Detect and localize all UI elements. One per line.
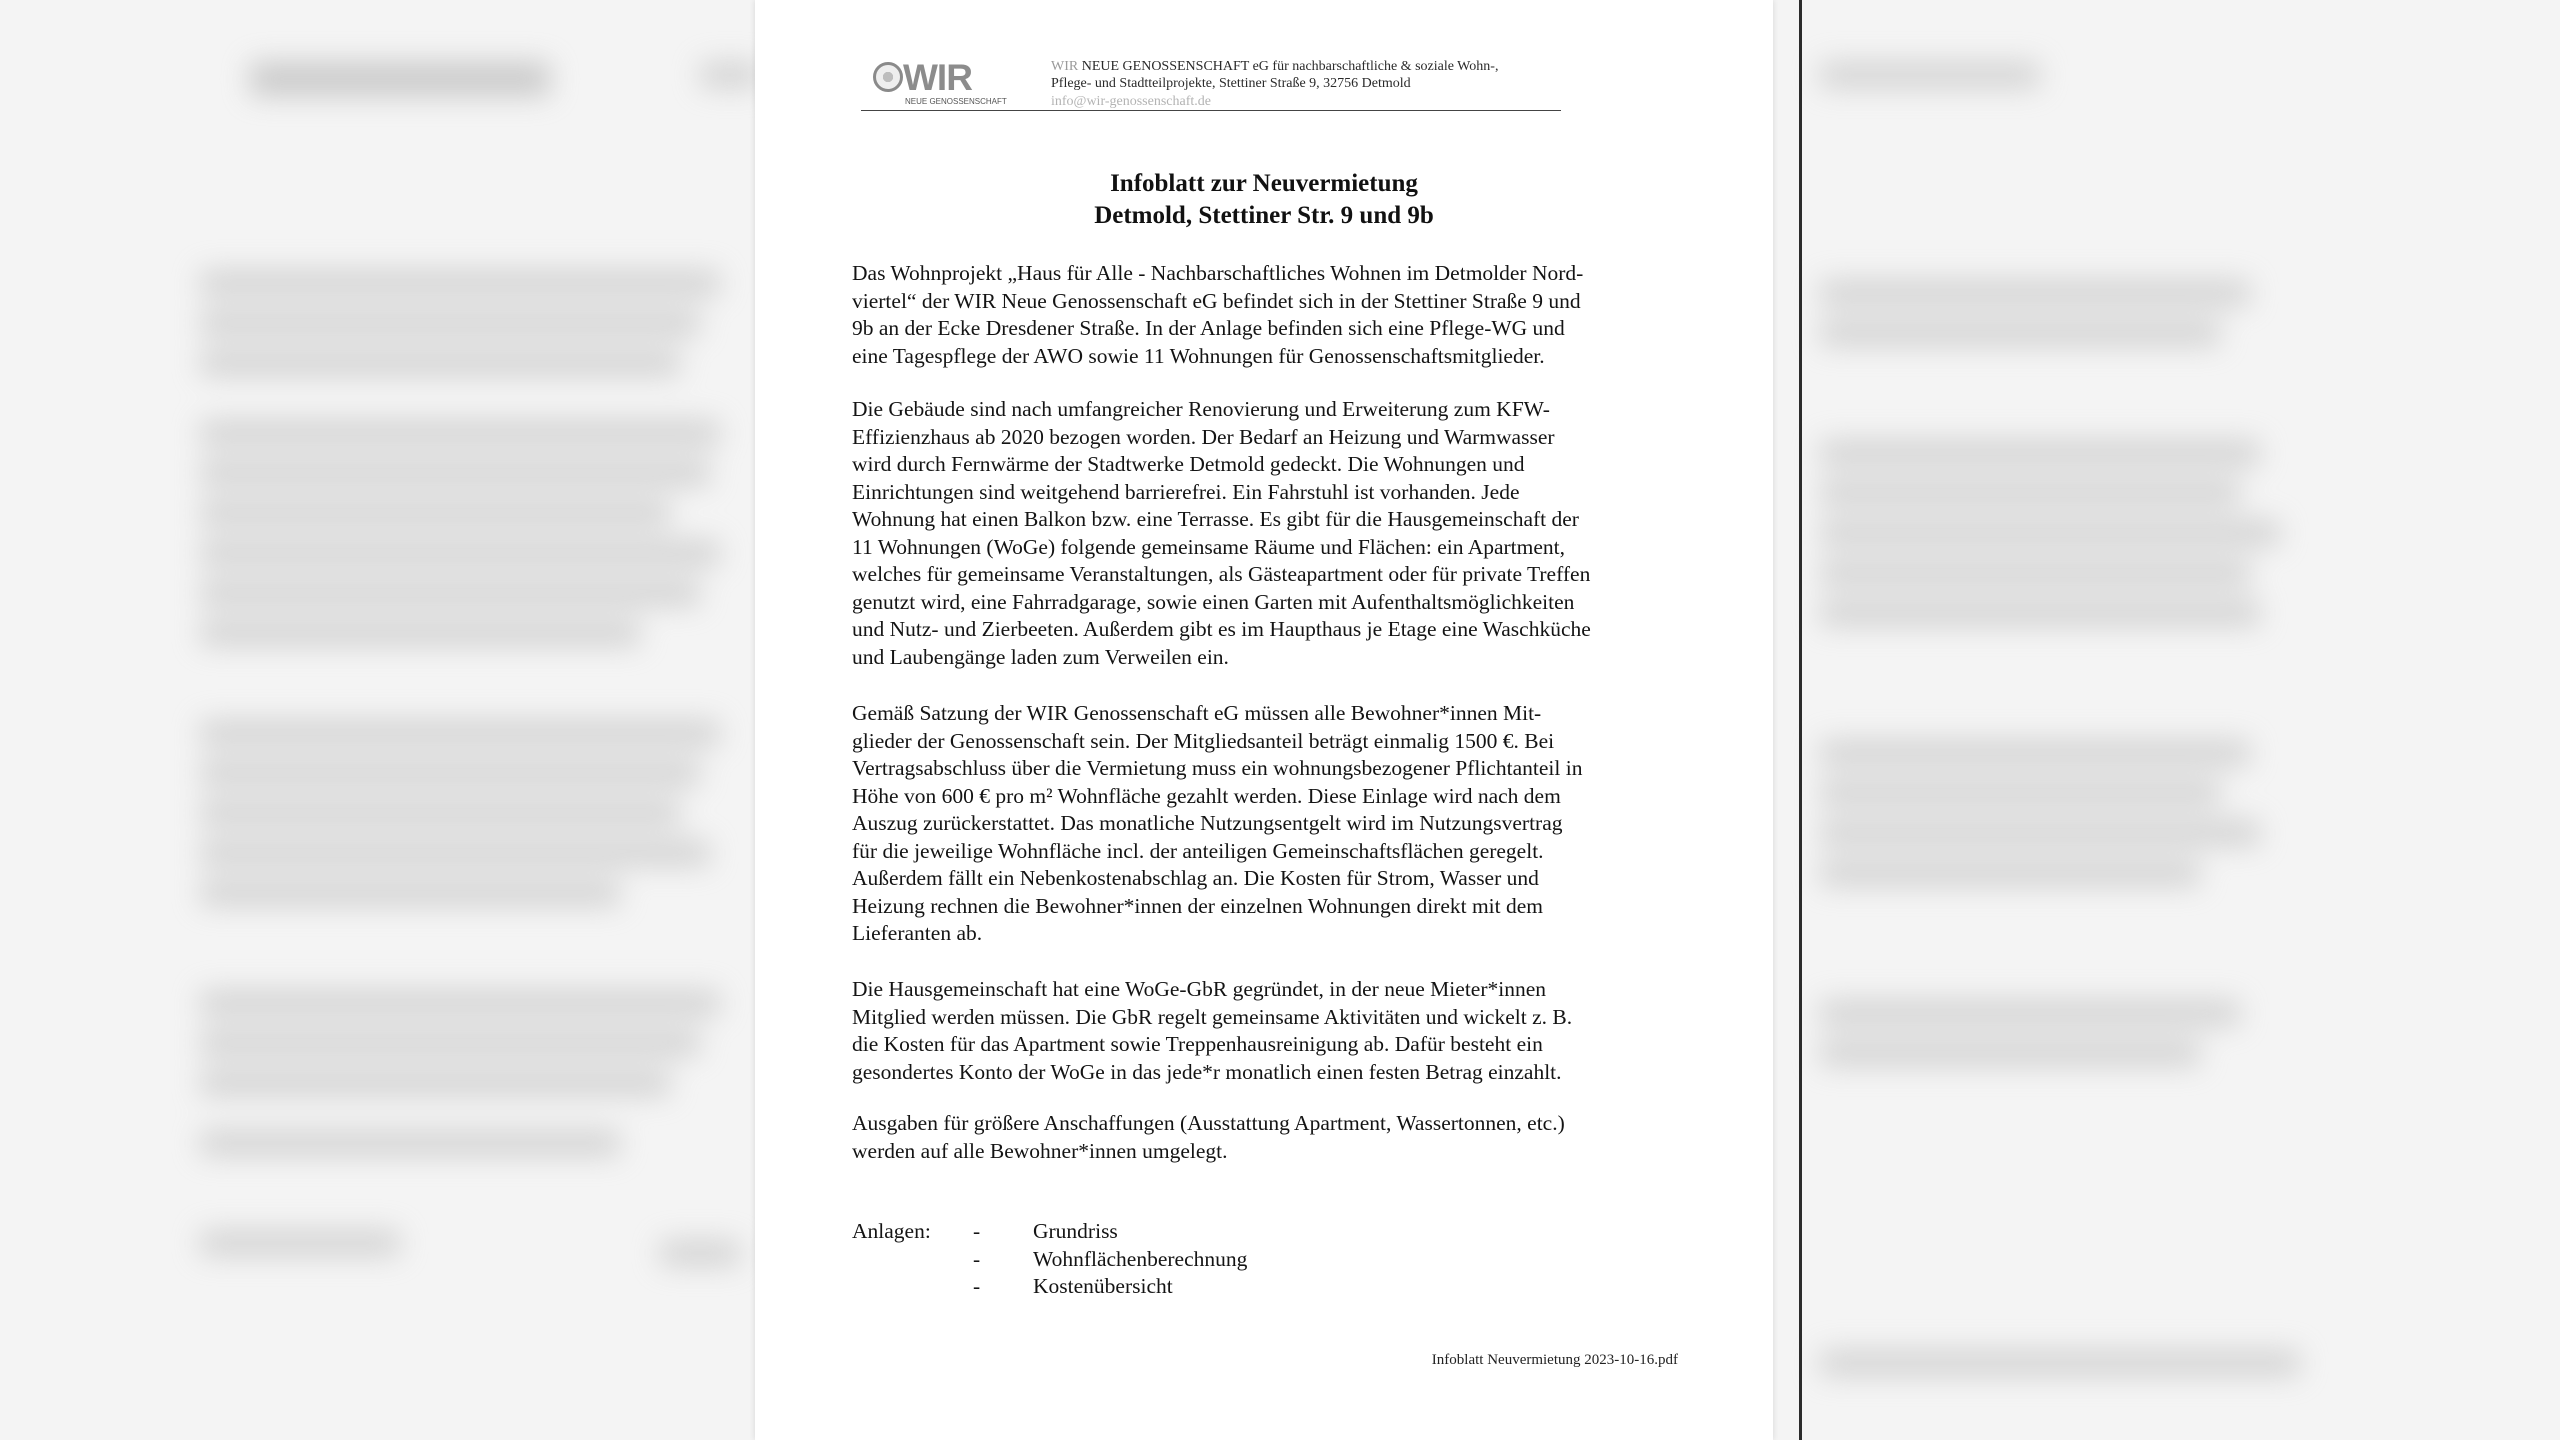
paragraph-line: eine Tagespflege der AWO sowie 11 Wohnungen für Genossenschaftsmitglieder. bbox=[852, 343, 1545, 368]
paragraph-line: werden auf alle Bewohner*innen umgelegt. bbox=[852, 1138, 1228, 1163]
paragraph-line: Die Gebäude sind nach umfangreicher Renovierung und Erweiterung zum KFW- bbox=[852, 397, 1550, 421]
paragraph-line: Das Wohnprojekt „Haus für Alle - Nachbarschaftliches Wohnen im Detmolder Nord- bbox=[852, 261, 1584, 285]
paragraph-line: wird durch Fernwärme der Stadtwerke Detmold gedeckt. Die Wohnungen und bbox=[852, 452, 1525, 476]
paragraph-line: glieder der Genossenschaft sein. Der Mitgliedsanteil beträgt einmalig 1500 €. Bei bbox=[852, 728, 1555, 753]
title-line-1: Infoblatt zur Neuvermietung bbox=[1110, 170, 1418, 197]
paragraph-line: Auszug zurückerstattet. Das monatliche Nutzungsentgelt wird im Nutzungsvertrag bbox=[852, 811, 1563, 835]
paragraph-line: Heizung rechnen die Bewohner*innen der einzelnen Wohnungen direkt mit dem bbox=[852, 893, 1544, 918]
page-edge-shadow bbox=[1799, 0, 1802, 1440]
paragraph-line: Mitglied werden müssen. Die GbR regelt gemeinsame Aktivitäten und wickelt z. B. bbox=[852, 1004, 1573, 1029]
paragraph-line: welches für gemeinsame Veranstaltungen, als Gästeapartment oder für private Treffen bbox=[852, 562, 1591, 586]
document-title bbox=[755, 168, 1773, 232]
seal-icon bbox=[873, 62, 903, 92]
paragraph-line: Höhe von 600 € pro m² Wohnfläche gezahlt werden. Diese Einlage wird nach dem bbox=[852, 783, 1561, 808]
logo-subtext: NEUE GENOSSENSCHAFT bbox=[905, 97, 1007, 106]
title-line-2: Detmold, Stettiner Str. 9 und 9b bbox=[1094, 202, 1434, 229]
paragraph-line: Lieferanten ab. bbox=[852, 921, 983, 945]
attachment-bullet: - bbox=[973, 1274, 981, 1298]
letterhead-line1: NEUE GENOSSENSCHAFT eG für nachbarschaftliche & soziale Wohn-, bbox=[1081, 59, 1499, 74]
paragraph-line: Einrichtungen sind weitgehend barrierefrei. Ein Fahrstuhl ist vorhanden. Jede bbox=[852, 479, 1520, 504]
paragraph-membership bbox=[852, 700, 1692, 948]
paragraph-buildings bbox=[852, 396, 1692, 671]
logo-wordmark: WIR bbox=[903, 57, 972, 98]
paragraph-line: Ausgaben für größere Anschaffungen (Ausstattung Apartment, Wassertonnen, etc.) bbox=[852, 1111, 1565, 1135]
paragraph-line: Die Hausgemeinschaft hat eine WoGe-GbR gegründet, in der neue Mieter*innen bbox=[852, 977, 1547, 1001]
wir-logo bbox=[873, 58, 1013, 104]
paragraph-line: 9b an der Ecke Dresdener Straße. In der Anlage befinden sich eine Pflege-WG und bbox=[852, 316, 1565, 340]
letterhead bbox=[861, 54, 1561, 111]
paragraph-gbr bbox=[852, 976, 1692, 1086]
paragraph-line: 11 Wohnungen (WoGe) folgende gemeinsame Räume und Flächen: ein Apartment, bbox=[852, 534, 1566, 559]
paragraph-line: für die jeweilige Wohnfläche incl. der anteiligen Gemeinschaftsflächen geregelt. bbox=[852, 838, 1544, 863]
attachment-bullet: - bbox=[973, 1246, 981, 1271]
letterhead-brand: WIR bbox=[1051, 59, 1079, 74]
paragraph-line: viertel“ der WIR Neue Genossenschaft eG befindet sich in der Stettiner Straße 9 und bbox=[852, 288, 1581, 313]
paragraph-line: Außerdem fällt ein Nebenkostenabschlag an. Die Kosten für Strom, Wasser und bbox=[852, 866, 1539, 890]
attachment-text: Kostenübersicht bbox=[1033, 1274, 1173, 1298]
footer-filename: Infoblatt Neuvermietung 2023-10-16.pdf bbox=[1431, 1352, 1678, 1368]
paragraph-intro bbox=[852, 260, 1692, 370]
paragraph-line: gesondertes Konto der WoGe in das jede*r monatlich einen festen Betrag einzahlt. bbox=[852, 1059, 1562, 1084]
attachment-bullet: - bbox=[973, 1219, 981, 1243]
paragraph-line: Gemäß Satzung der WIR Genossenschaft eG müssen alle Bewohner*innen Mit- bbox=[852, 701, 1542, 725]
attachment-text: Grundriss bbox=[1033, 1219, 1118, 1243]
letterhead-address bbox=[1051, 58, 1591, 92]
letterhead-email: info@wir-genossenschaft.de bbox=[1051, 94, 1211, 109]
document-page bbox=[755, 0, 1773, 1440]
paragraph-expenses bbox=[852, 1110, 1692, 1165]
paragraph-line: Vertragsabschluss über die Vermietung muss ein wohnungsbezogener Pflichtanteil in bbox=[852, 756, 1583, 780]
letterhead-line2: Pflege- und Stadtteilprojekte, Stettiner Straße 9, 32756 Detmold bbox=[1051, 76, 1411, 91]
attachment-text: Wohnflächenberechnung bbox=[1033, 1246, 1248, 1271]
paragraph-line: die Kosten für das Apartment sowie Treppenhausreinigung ab. Dafür besteht ein bbox=[852, 1032, 1543, 1056]
paragraph-line: genutzt wird, eine Fahrradgarage, sowie einen Garten mit Aufenthaltsmöglichkeiten bbox=[852, 589, 1575, 614]
attachments-label: Anlagen: bbox=[852, 1219, 931, 1243]
paragraph-line: Effizienzhaus ab 2020 bezogen worden. Der Bedarf an Heizung und Warmwasser bbox=[852, 424, 1555, 449]
paragraph-line: und Laubengänge laden zum Verweilen ein. bbox=[852, 644, 1229, 669]
paragraph-line: und Nutz- und Zierbeeten. Außerdem gibt es im Haupthaus je Etage eine Waschküche bbox=[852, 617, 1591, 641]
paragraph-line: Wohnung hat einen Balkon bzw. eine Terrasse. Es gibt für die Hausgemeinschaft der bbox=[852, 507, 1579, 531]
